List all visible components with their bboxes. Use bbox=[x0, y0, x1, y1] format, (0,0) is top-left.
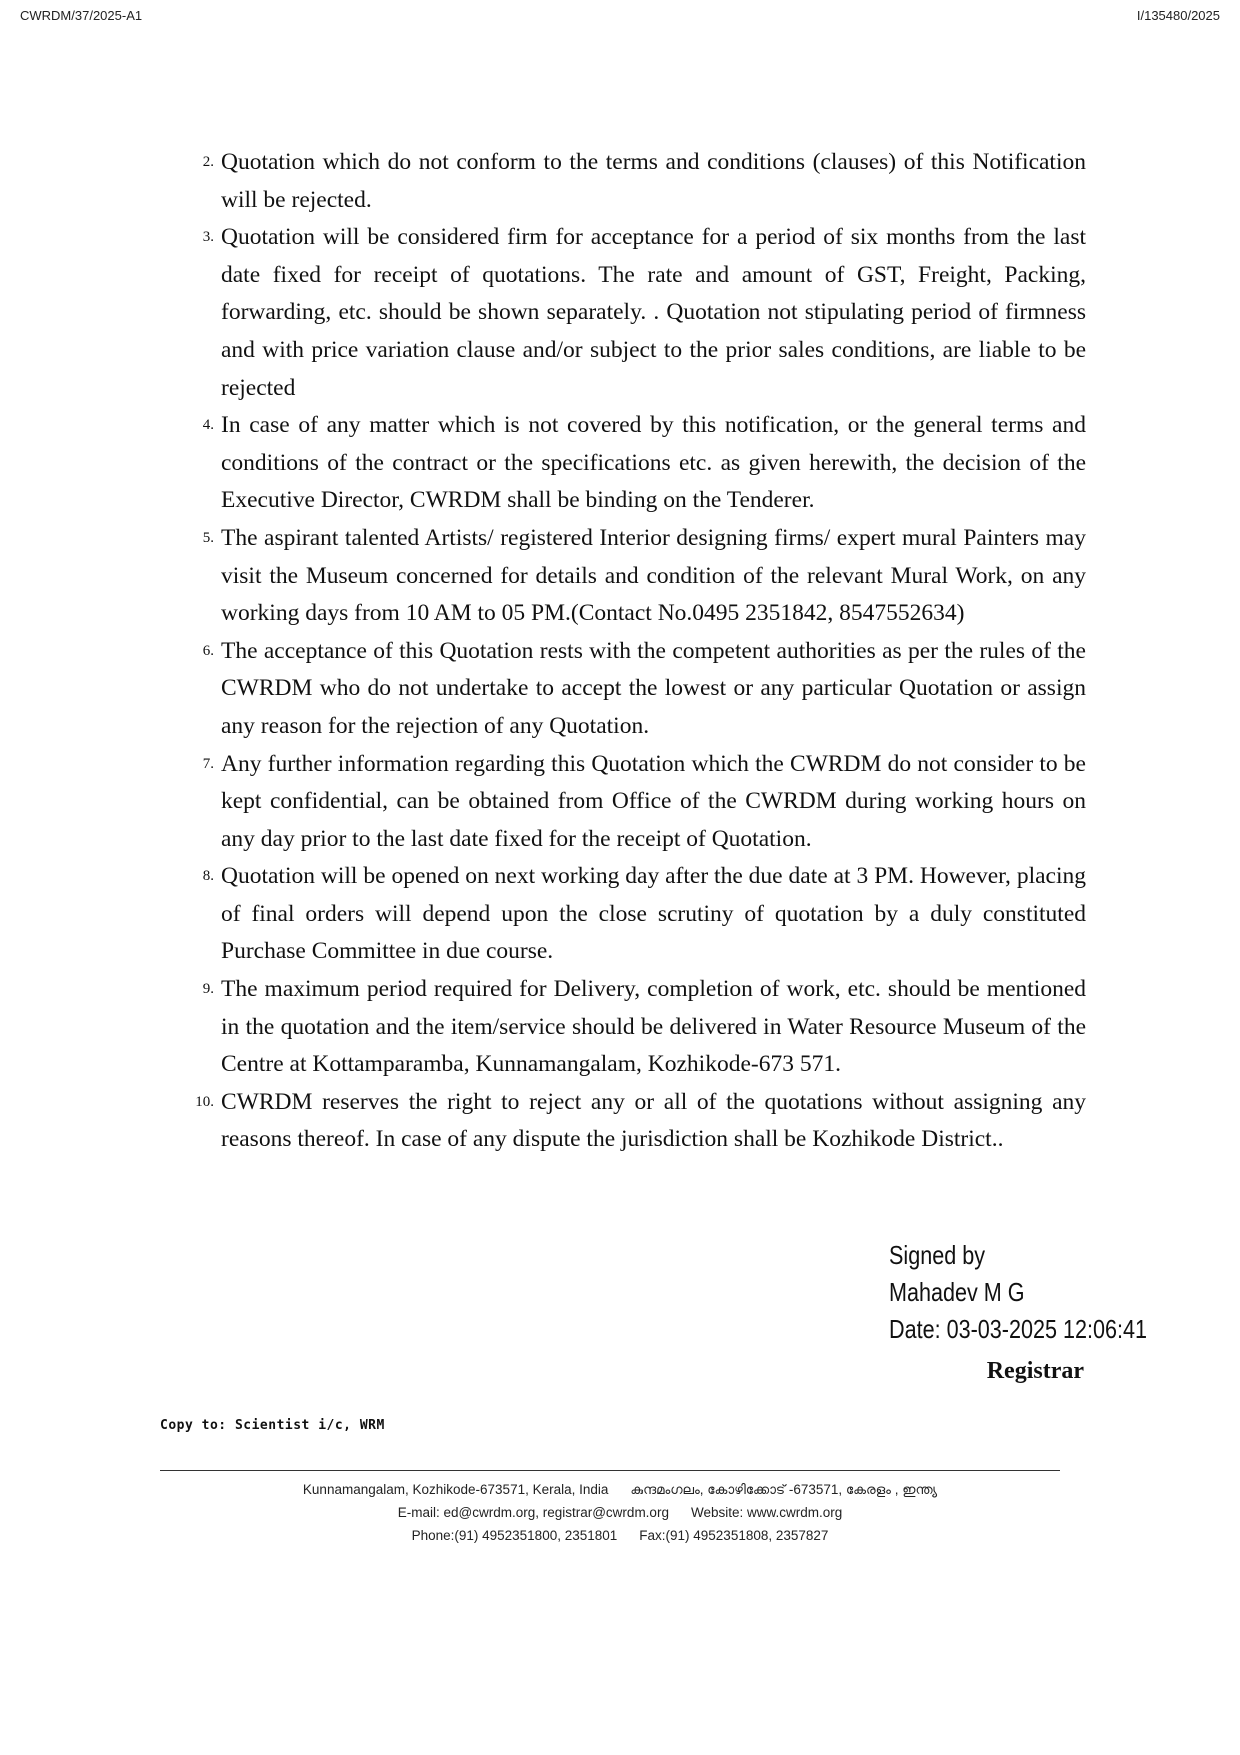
clause-item bbox=[192, 219, 1086, 407]
clause-item bbox=[192, 144, 1086, 219]
clause-item bbox=[192, 858, 1086, 971]
footer-contact-line bbox=[0, 1501, 1240, 1524]
clause-text: Quotation which do not conform to the terms and conditions (clauses) of this Notification will be rejected. bbox=[221, 149, 1086, 213]
clause-item bbox=[192, 746, 1086, 859]
clause-text: Any further information regarding this Quotation which the CWRDM do not consider to be kept confidential, can be obtained from Office of the CWRDM during working hours on any day prior to the last date fixed for the receipt of Quotation. bbox=[221, 750, 1086, 852]
footer-divider bbox=[160, 1470, 1060, 1471]
signatory-designation: Registrar bbox=[986, 1358, 1084, 1384]
clause-item bbox=[192, 407, 1086, 520]
clause-number: 2. bbox=[202, 154, 214, 170]
signer-name: Mahadev M G bbox=[889, 1277, 1025, 1307]
footer-email: E-mail: ed@cwrdm.org, registrar@cwrdm.org bbox=[397, 1505, 669, 1520]
clause-number: 10. bbox=[195, 1093, 214, 1110]
signature-label: Signed by bbox=[889, 1240, 985, 1270]
clause-number: 6. bbox=[202, 642, 214, 659]
footer-phone-line bbox=[0, 1524, 1240, 1547]
clause-item bbox=[192, 633, 1086, 746]
clause-number: 8. bbox=[202, 868, 214, 885]
clause-text: The aspirant talented Artists/ registered Interior designing firms/ expert mural Painters may visit the Museum concerned for details and condition of the relevant Mural Work, on any working days from 10 AM to 05 PM.(Contact No.0495 2351842, 8547552634) bbox=[221, 524, 1086, 627]
footer-phone: Phone:(91) 4952351800, 2351801 bbox=[411, 1528, 618, 1543]
clause-number: 5. bbox=[202, 529, 214, 546]
footer-address-english: Kunnamangalam, Kozhikode-673571, Kerala, India bbox=[302, 1482, 609, 1497]
document-reference-right: I/135480/2025 bbox=[1136, 8, 1220, 23]
clause-text: Quotation will be opened on next working day after the due date at 3 PM. However, placing of final orders will depend upon the close scrutiny of quotation by a duly constituted Purchase Committee in due course. bbox=[221, 863, 1086, 965]
clause-item bbox=[192, 1084, 1086, 1159]
clause-number: 4. bbox=[202, 417, 214, 434]
terms-clause-list bbox=[192, 144, 1086, 1159]
clause-text: Quotation will be considered firm for acceptance for a period of six months from the last date fixed for receipt of quotations. The rate and amount of GST, Freight, Packing, forwarding, etc. should be shown separately. . Quotation not stipulating period of firmness and with price variation clause and/or subject to the prior sales conditions, are liable to be rejected bbox=[221, 224, 1086, 401]
clause-text: The maximum period required for Delivery, completion of work, etc. should be mentioned in the quotation and the item/service should be delivered in Water Resource Museum of the Centre at Kottamparamba, Kunnamangalam, Kozhikode-673 571. bbox=[221, 976, 1086, 1078]
copy-to-note: Copy to: Scientist i/c, WRM bbox=[160, 1418, 385, 1433]
clause-number: 3. bbox=[202, 229, 214, 246]
clause-text: In case of any matter which is not covered by this notification, or the general terms and conditions of the contract or the specifications etc. as given herewith, the decision of the Executive Director, CWRDM shall be binding on the Tenderer. bbox=[221, 412, 1086, 514]
clause-text: CWRDM reserves the right to reject any or all of the quotations without assigning any reasons thereof. In case of any dispute the jurisdiction shall be Kozhikode District.. bbox=[221, 1088, 1086, 1153]
footer-fax: Fax:(91) 4952351808, 2357827 bbox=[639, 1528, 829, 1543]
footer-address-malayalam: കുന്ദമംഗലം, കോഴിക്കോട് -673571, കേരളം , ഇന്ത്യ bbox=[630, 1482, 938, 1497]
digital-signature-block bbox=[889, 1237, 1147, 1348]
footer-address-line bbox=[0, 1478, 1240, 1501]
footer-website: Website: www.cwrdm.org bbox=[690, 1505, 843, 1520]
letterhead-footer bbox=[0, 1478, 1240, 1547]
clause-item bbox=[192, 520, 1086, 633]
clause-text: The acceptance of this Quotation rests with the competent authorities as per the rules of the CWRDM who do not undertake to accept the lowest or any particular Quotation or assign any reason for the rejection of any Quotation. bbox=[221, 637, 1086, 739]
document-reference-left: CWRDM/37/2025-A1 bbox=[20, 8, 143, 23]
signature-date: Date: 03-03-2025 12:06:41 bbox=[889, 1314, 1147, 1344]
clause-number: 7. bbox=[202, 755, 214, 772]
clause-item bbox=[192, 971, 1086, 1084]
clause-number: 9. bbox=[202, 981, 214, 998]
